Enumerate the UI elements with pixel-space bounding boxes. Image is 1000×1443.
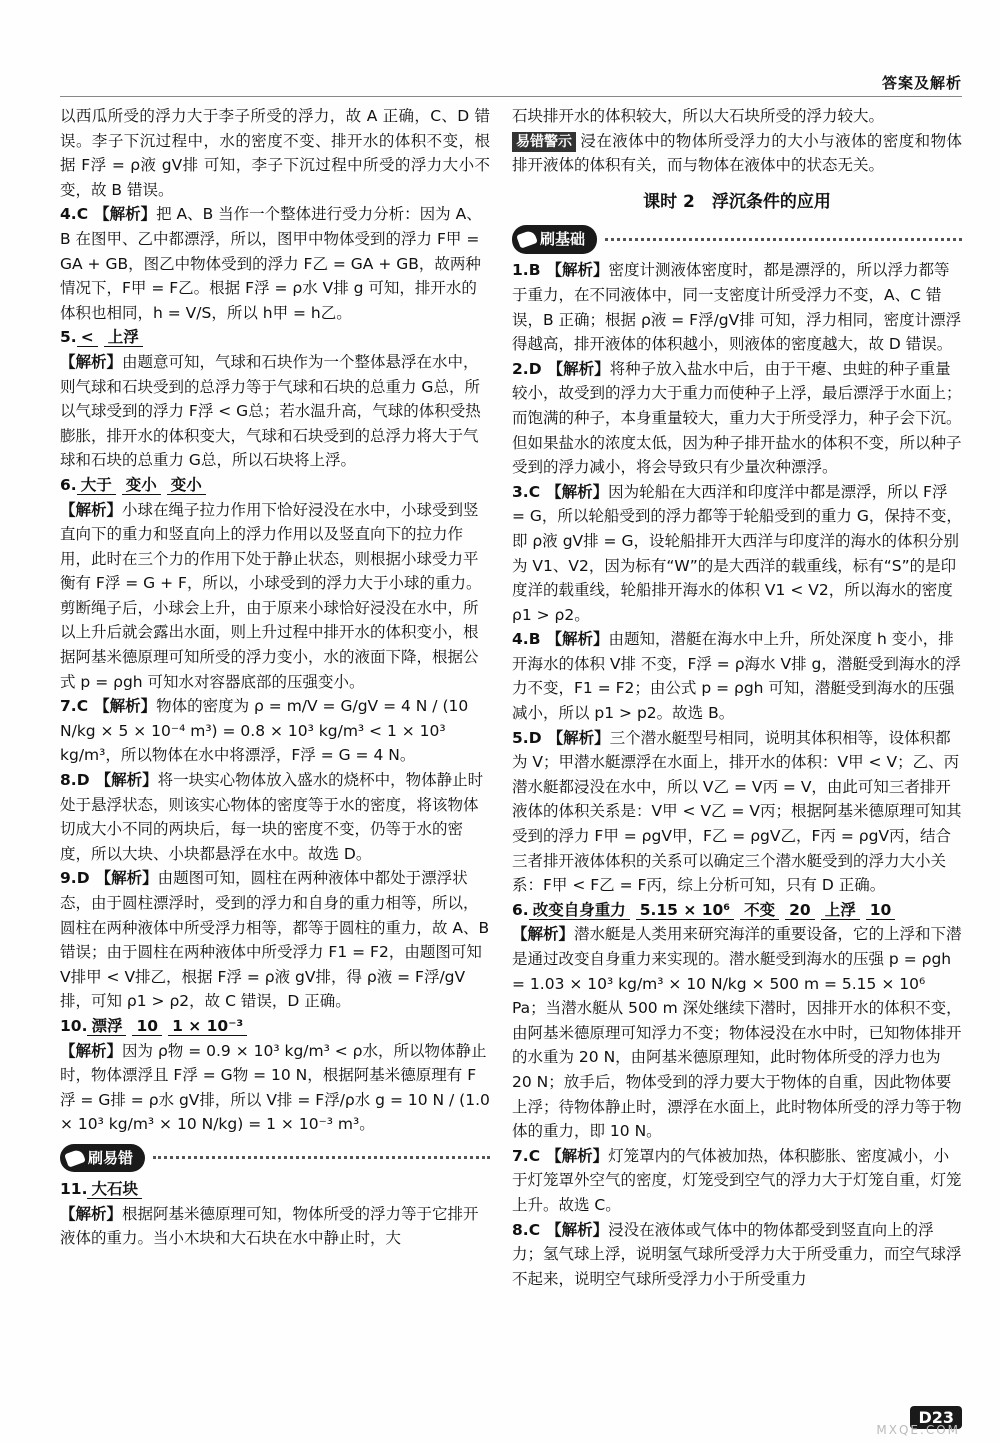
analysis-text: 由题知，潜艇在海水中上升，所处深度 h 变小，排开海水的体积 V排 不变，F浮 = ρ海水 V排 g，潜艇受到海水的浮力不变，F1 = F2；由公式 p = ρgh 可知，潜艇受到海水的压强减小，所以 p1 > p2。故选 B。	[512, 630, 961, 723]
fill-answer: 漂浮	[87, 1017, 126, 1036]
answer-entry-5	[512, 726, 962, 898]
mistake-note-text: 浸在液体中的物体所受浮力的大小与液体的密度和物体排开液体的体积有关，而与物体在液体中的状态无关。	[512, 131, 962, 175]
answer-letter: D	[528, 359, 542, 378]
analysis-tag: 【解析】	[546, 261, 609, 280]
section-banner-basics	[512, 224, 962, 254]
answer-entry-1	[512, 258, 962, 356]
fill-answer: 20	[785, 901, 815, 920]
analysis-tag: 【解析】	[60, 1204, 123, 1223]
entry-number: 9.	[60, 869, 77, 888]
answer-letter: C	[76, 205, 89, 224]
brush-icon	[516, 230, 538, 249]
analysis-text: 三个潜水艇型号相同，说明其体积相等，设体积都为 V；甲潜水艇漂浮在水面上，排开水的体积：V甲 < V；乙、丙潜水艇都浸没在水中，所以 V乙 = V丙 = V，由此可知三者排开液体的体积关系是：V甲 < V乙 = V丙；根据阿基米德原理可知其受到的浮力 F甲 = ρgV甲，F乙 = ρgV乙，F丙 = ρgV丙，结合三者排开液体体积的关系可以确定三个潜水艇受到的浮力大小关系：F甲 < F乙 = F丙，综上分析可知，只有 D 正确。	[512, 728, 962, 895]
analysis-text: 物体的密度为 ρ = m/V = G/gV = 4 N / (10 N/kg × 5 × 10⁻⁴ m³) = 0.8 × 10³ kg/m³ < 1 × 10³ kg/m³，所以物体在水中将漂浮，F浮 = G = 4 N。	[60, 697, 469, 765]
analysis-text: 由题图可知，圆柱在两种液体中都处于漂浮状态，由于圆柱漂浮时，受到的浮力和自身的重力相等，所以，圆柱在两种液体中所受浮力相等，都等于圆柱的重力，故 A、B 错误；由于圆柱在两种液体中所受浮力 F1 = F2，由题图可知 V排甲 < V排乙，根据 F浮 = ρ液 gV排，得 ρ液 = F浮/gV排，可知 ρ1 > ρ2，故 C 错误，D 正确。	[60, 869, 490, 1011]
entry-number: 6.	[512, 900, 529, 919]
entry-number: 5.	[512, 728, 529, 747]
entry-number: 2.	[512, 359, 529, 378]
analysis-tag: 【解析】	[546, 482, 609, 501]
answer-entry-5	[60, 325, 490, 473]
answer-entry-8	[60, 768, 490, 866]
fill-answer: 10	[132, 1017, 162, 1036]
analysis-text: 将一块实心物体放入盛水的烧杯中，物体静止时处于悬浮状态，则该实心物体的密度等于水的密度，将该物体切成大小不同的两块后，每一块的密度不变，仍等于水的密度，所以大块、小块都悬浮在水中。故选 D。	[60, 771, 484, 863]
analysis-tag: 【解析】	[512, 925, 575, 944]
answer-letter: D	[76, 869, 90, 888]
watermark: MXQE.COM	[876, 1423, 960, 1437]
right-column	[512, 104, 962, 1291]
answer-letter: B	[528, 261, 541, 280]
answer-entry-8	[512, 1218, 962, 1292]
analysis-tag: 【解析】	[60, 352, 123, 371]
analysis-tag: 【解析】	[547, 728, 610, 747]
analysis-text: 灯笼罩内的气体被加热，体积膨胀、密度减小，小于灯笼罩外空气的密度，灯笼受到空气的浮力大于灯笼自重，灯笼上升。故选 C。	[512, 1146, 962, 1214]
analysis-text: 将种子放入盐水中后，由于干瘪、虫蛀的种子重量较小，故受到的浮力大于重力而使种子上浮，最后漂浮于水面上；而饱满的种子，本身重量较大，重力大于所受浮力，种子会下沉。但如果盐水的浓度太低，因为种子排开盐水的体积不变，所以种子受到的浮力减小，将会导致只有少量次种漂浮。	[512, 359, 962, 477]
continuation-text: 以西瓜所受的浮力大于李子所受的浮力，故 A 正确，C、D 错误。李子下沉过程中，水的密度不变、排开水的体积不变，根据 F浮 = ρ液 gV排 可知，李子下沉过程中所受的浮力大小不变，故 B 错误。	[60, 107, 490, 199]
analysis-tag: 【解析】	[60, 500, 123, 519]
brush-icon	[64, 1148, 86, 1167]
answer-entry-4	[512, 627, 962, 725]
entry-number: 3.	[512, 482, 529, 501]
entry-number: 4.	[512, 630, 529, 649]
answer-letter: D	[76, 771, 90, 790]
dotted-divider	[153, 1156, 490, 1159]
left-column	[60, 104, 490, 1251]
answer-entry-7	[60, 694, 490, 768]
entry-number: 1.	[512, 261, 529, 280]
answer-entry-10	[60, 1014, 490, 1137]
fill-answer: 大于	[77, 476, 116, 495]
analysis-text: 潜水艇是人类用来研究海洋的重要设备，它的上浮和下潜是通过改变自身重力来实现的。潜水艇受到海水的压强 p = ρgh = 1.03 × 10³ kg/m³ × 10 N/kg × 500 m = 5.15 × 10⁶ Pa；当潜水艇从 500 m 深处继续下潜时，因排开水的体积不变，由阿基米德原理可知浮力不变；物体浸没在水中时，已知物体排开的水重为 20 N，由阿基米德原理知，此时物体所受的浮力也为 20 N；放手后，物体受到的浮力要大于物体的自重，因此物体要上浮；待物体静止时，漂浮在水面上，此时物体所受的浮力等于物体的重力，即 10 N。	[512, 925, 962, 1141]
lesson-title: 课时 2 浮沉条件的应用	[643, 191, 831, 212]
entry-number: 8.	[512, 1220, 529, 1239]
entry-number: 5.	[60, 328, 77, 347]
entry-number: 4.	[60, 205, 77, 224]
mistake-note-tag: 易错警示	[512, 132, 576, 152]
continuation-text: 石块排开水的体积较大，所以大石块所受的浮力较大。	[512, 107, 885, 125]
fill-answer: 大石块	[87, 1180, 142, 1199]
dotted-divider	[605, 238, 962, 241]
banner-label: 刷基础	[540, 230, 586, 249]
header-rule	[60, 96, 962, 97]
entry-number: 11.	[60, 1179, 88, 1198]
analysis-tag: 【解析】	[94, 697, 157, 716]
fill-answer: 上浮	[821, 901, 860, 920]
analysis-text: 根据阿基米德原理可知，物体所受的浮力等于它排开液体的重力。当小木块和大石块在水中静止时，大	[60, 1204, 479, 1248]
fill-answer: 10	[866, 901, 896, 920]
mistake-note	[512, 129, 962, 178]
header-label: 答案及解析	[881, 74, 962, 92]
answer-letter: D	[528, 728, 542, 747]
answer-entry-6	[60, 473, 490, 694]
analysis-tag: 【解析】	[60, 1041, 123, 1060]
analysis-tag: 【解析】	[546, 1146, 609, 1165]
answer-letter: C	[528, 1146, 541, 1165]
fill-answer: <	[77, 328, 98, 347]
fill-answer: 上浮	[104, 328, 143, 347]
answer-entry-6	[512, 898, 962, 1144]
analysis-text: 把 A、B 当作一个整体进行受力分析：因为 A、B 在图甲、乙中都漂浮，所以，图甲中物体受到的浮力 F甲 = GA + GB，图乙中物体受到的浮力 F乙 = GA + GB，故两种情况下，F甲 = F乙。根据 F浮 = ρ水 V排 g 可知，排开水的体积也相同，h = V/S，所以 h甲 = h乙。	[60, 205, 482, 322]
answer-letter: C	[528, 482, 541, 501]
answer-entry-11	[60, 1177, 490, 1251]
analysis-tag: 【解析】	[95, 771, 158, 790]
analysis-tag: 【解析】	[94, 205, 157, 224]
analysis-text: 浸没在液体或气体中的物体都受到竖直向上的浮力；氢气球上浮，说明氢气球所受浮力大于所受重力，而空气球浮不起来，说明空气球所受浮力小于所受重力	[512, 1220, 962, 1288]
answer-entry-3	[512, 480, 962, 628]
banner-label: 刷易错	[88, 1148, 134, 1167]
analysis-text: 由题意可知，气球和石块作为一个整体悬浮在水中，则气球和石块受到的总浮力等于气球和石块的总重力 G总，所以气球受到的浮力 F浮 < G总；若水温升高，气球的体积受热膨胀，排开水的体积变大，气球和石块受到的总浮力将大于气球和石块的总重力 G总，所以石块将上浮。	[60, 352, 481, 470]
banner-pill	[60, 1144, 145, 1173]
entry-number: 8.	[60, 771, 77, 790]
fill-answer: 不变	[740, 901, 779, 920]
fill-answer: 改变自身重力	[529, 901, 630, 920]
analysis-text: 小球在绳子拉力作用下恰好浸没在水中，小球受到竖直向下的重力和竖直向上的浮力作用以及竖直向下的拉力作用，此时在三个力的作用下处于静止状态，则根据小球受力平衡有 F浮 = G + F，所以，小球受到的浮力大于小球的重力。剪断绳子后，小球会上升，由于原来小球恰好浸没在水中，所以上升后就会露出水面，则上升过程中排开水的体积变小，根据阿基米德原理可知所受的浮力变小，水的液面下降，根据公式 p = ρgh 可知水对容器底部的压强变小。	[60, 500, 482, 691]
analysis-text: 因为 ρ物 = 0.9 × 10³ kg/m³ < ρ水，所以物体静止时，物体漂浮且 F浮 = G物 = 10 N，根据阿基米德原理有 F浮 = G排 = ρ水 gV排，所以 V排 = F浮/ρ水 g = 10 N / (1.0 × 10³ kg/m³ × 10 N/kg) = 1 × 10⁻³ m³。	[60, 1041, 490, 1134]
fill-answer: 变小	[122, 476, 161, 495]
answer-letter: C	[528, 1220, 541, 1239]
entry-number: 7.	[60, 697, 77, 716]
analysis-tag: 【解析】	[546, 1220, 609, 1239]
fill-answer: 5.15 × 10⁶	[636, 901, 734, 920]
analysis-tag: 【解析】	[547, 359, 610, 378]
page-number: D23	[910, 1406, 962, 1429]
answer-entry-4	[60, 202, 490, 325]
answer-letter: C	[76, 697, 89, 716]
answer-entry-2	[512, 357, 962, 480]
analysis-text: 因为轮船在大西洋和印度洋中都是漂浮，所以 F浮 = G，所以轮船受到的浮力都等于轮船受到的重力 G，保持不变，即 ρ液 gV排 = G，设轮船排开大西洋与印度洋的海水的体积分别为 V1、V2，因为标有“W”的是大西洋的载重线，标有“S”的是印度洋的载重线，轮船排开海水的体积 V1 < V2，所以海水的密度 ρ1 > ρ2。	[512, 482, 962, 624]
analysis-tag: 【解析】	[546, 630, 609, 649]
banner-pill	[512, 225, 597, 254]
entry-number: 6.	[60, 475, 77, 494]
fill-answer: 1 × 10⁻³	[168, 1017, 247, 1036]
fill-answer: 变小	[167, 476, 206, 495]
answer-letter: B	[528, 630, 541, 649]
answer-entry-9	[60, 866, 490, 1014]
analysis-tag: 【解析】	[95, 869, 158, 888]
entry-number: 7.	[512, 1146, 529, 1165]
answer-entry-7	[512, 1144, 962, 1218]
entry-number: 10.	[60, 1016, 88, 1035]
section-banner-mistakes	[60, 1143, 490, 1173]
analysis-text: 密度计测液体密度时，都是漂浮的，所以浮力都等于重力，在不同液体中，同一支密度计所受浮力不变，A、C 错误，B 正确；根据 ρ液 = F浮/gV排 可知，浮力相同，密度计漂浮得越高，排开液体的体积越小，则液体的密度越大，故 D 错误。	[512, 261, 962, 354]
